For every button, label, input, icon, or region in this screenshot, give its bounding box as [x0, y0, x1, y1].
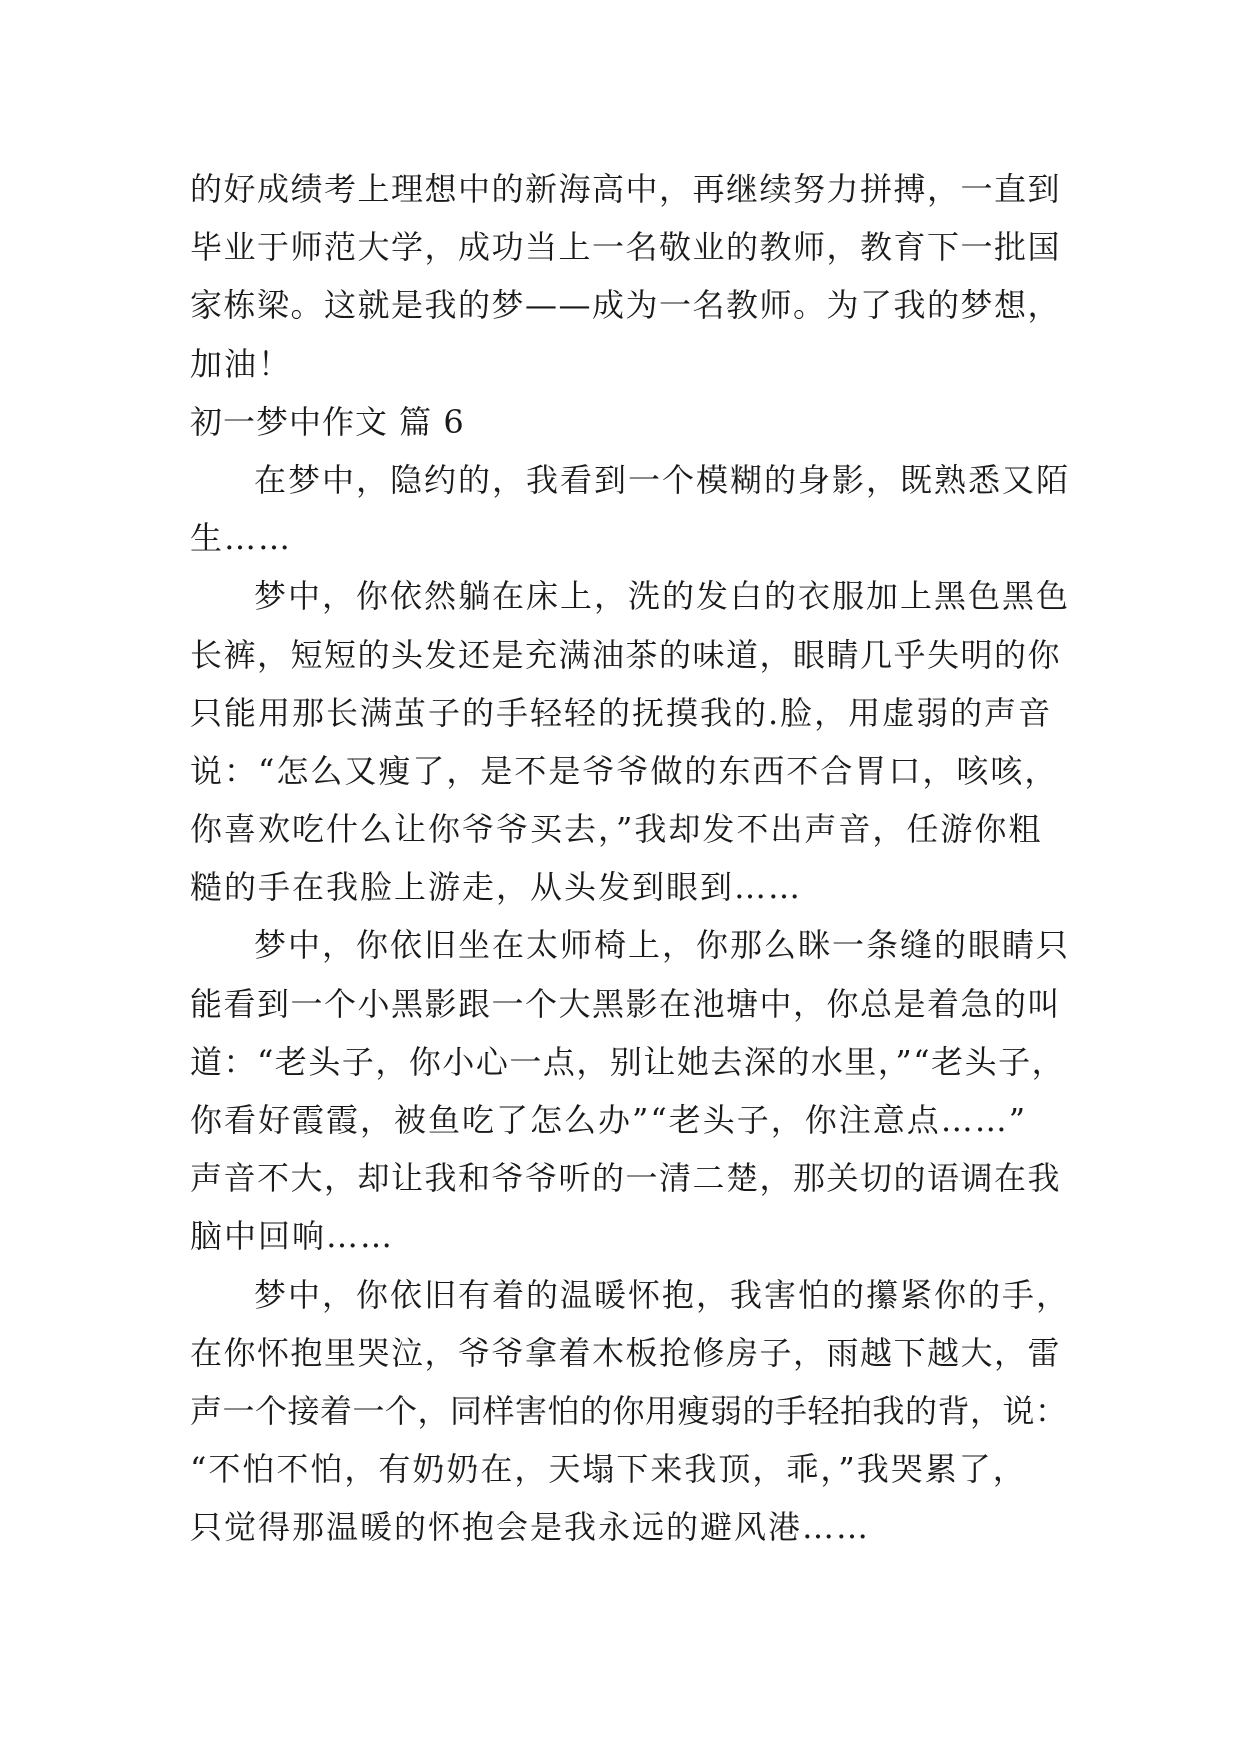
text-line: 毕业于师范大学，成功当上一名敬业的教师，教育下一批国 [190, 228, 1062, 267]
text-line: 生…… [190, 519, 293, 558]
text-line: 的好成绩考上理想中的新海高中，再继续努力拼搏，一直到 [190, 170, 1062, 208]
text-line: 梦中，你依然躺在床上，洗的发白的衣服加上黑色黑色 [254, 577, 1071, 616]
text-line: 脑中回响…… [190, 1217, 395, 1256]
document-body [190, 160, 1070, 1557]
text-line: 声一个接着一个，同样害怕的你用瘦弱的手轻拍我的背，说： [190, 1391, 1068, 1430]
text-line: 梦中，你依旧有着的温暖怀抱，我害怕的攥紧你的手， [254, 1275, 1071, 1314]
text-line: 你喜欢吃什么让你爷爷买去，”我却发不出声音，任游你粗 [190, 810, 1043, 849]
text-line: 只觉得那温暖的怀抱会是我永远的避风港…… [190, 1508, 871, 1547]
text-line: 道：“老头子，你小心一点，别让她去深的水里，”“老头子， [190, 1042, 1066, 1081]
text-line: 梦中，你依旧坐在太师椅上，你那么眯一条缝的眼睛只 [254, 926, 1071, 965]
text-line: 你看好霞霞，被鱼吃了怎么办”“老头子，你注意点……” [190, 1101, 1028, 1139]
text-line: 家栋梁。这就是我的梦——成为一名教师。为了我的梦想， [190, 286, 1062, 325]
text-line: 长裤，短短的头发还是充满油茶的味道，眼睛几乎失明的你 [190, 635, 1062, 674]
text-line: 只能用那长满茧子的手轻轻的抚摸我的.脸，用虚弱的声音 [190, 693, 1053, 732]
text-line: 能看到一个小黑影跟一个大黑影在池塘中，你总是着急的叫 [190, 984, 1062, 1023]
section-heading: 初一梦中作文 篇 6 [190, 402, 465, 441]
text-line: 加油！ [190, 344, 293, 383]
text-line: 声音不大，却让我和爷爷听的一清二楚，那关切的语调在我 [190, 1159, 1062, 1198]
text-line: 说：“怎么又瘦了，是不是爷爷做的东西不合胃口，咳咳， [190, 751, 1059, 790]
text-line: 在你怀抱里哭泣，爷爷拿着木板抢修房子，雨越下越大，雷 [190, 1333, 1062, 1372]
text-line: “不怕不怕，有奶奶在，天塌下来我顶，乖，”我哭累了， [190, 1450, 1027, 1489]
text-line: 糙的手在我脸上游走，从头发到眼到…… [190, 868, 803, 907]
text-line: 在梦中，隐约的，我看到一个模糊的身影，既熟悉又陌 [254, 460, 1071, 499]
